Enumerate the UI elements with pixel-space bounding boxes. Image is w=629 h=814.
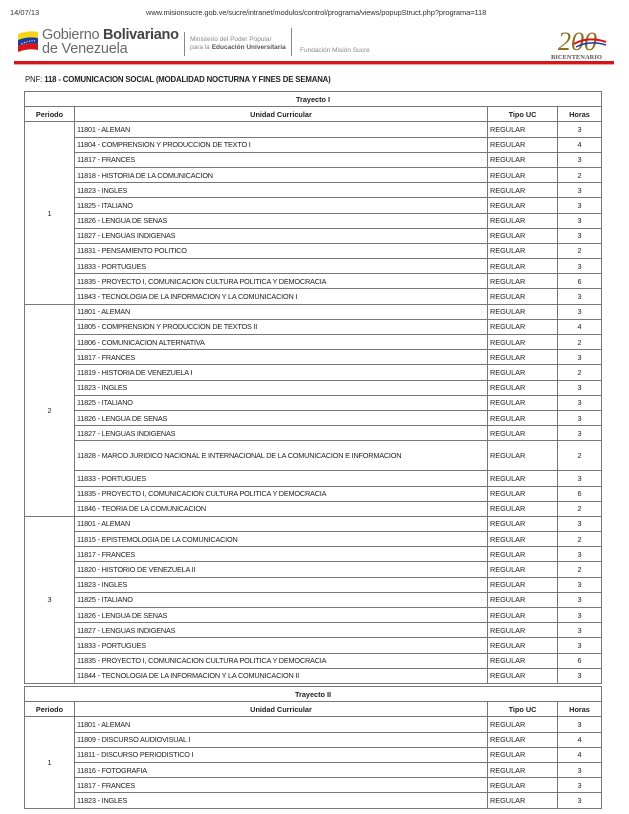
horas-cell: 4	[558, 137, 602, 152]
horas-cell: 3	[558, 638, 602, 653]
horas-cell: 3	[558, 304, 602, 319]
logo-divider	[184, 32, 185, 56]
tipo-uc-cell: REGULAR	[488, 335, 558, 350]
table-row	[25, 167, 602, 182]
unidad-curricular-cell: 11816 - FOTOGRAFIA	[75, 762, 488, 777]
unidad-curricular-cell: 11846 - TEORIA DE LA COMUNICACION	[75, 501, 488, 516]
unidad-curricular-cell: 11825 - ITALIANO	[75, 395, 488, 410]
tipo-uc-cell: REGULAR	[488, 122, 558, 137]
unidad-curricular-cell: 11823 - INGLES	[75, 380, 488, 395]
tipo-uc-cell: REGULAR	[488, 410, 558, 425]
column-header-horas: Horas	[558, 107, 602, 122]
table-row	[25, 380, 602, 395]
print-date: 14/07/13	[10, 8, 40, 17]
horas-cell: 4	[558, 732, 602, 747]
table-row	[25, 793, 602, 808]
ministerio-line1: Ministerio del Poder Popular	[190, 36, 272, 43]
horas-cell: 3	[558, 152, 602, 167]
table-row	[25, 335, 602, 350]
table-row	[25, 395, 602, 410]
tipo-uc-cell: REGULAR	[488, 653, 558, 668]
venezuela-flag-icon	[16, 28, 40, 52]
column-header-unidad: Unidad Curricular	[75, 702, 488, 717]
horas-cell: 2	[558, 335, 602, 350]
unidad-curricular-cell: 11826 - LENGUA DE SENAS	[75, 410, 488, 425]
unidad-curricular-cell: 11823 - INGLES	[75, 793, 488, 808]
table-row	[25, 183, 602, 198]
horas-cell: 3	[558, 122, 602, 137]
horas-cell: 3	[558, 762, 602, 777]
tipo-uc-cell: REGULAR	[488, 304, 558, 319]
bolivariano-text: Bolivariano	[102, 27, 179, 43]
trayecto-title: Trayecto I	[25, 92, 602, 107]
table-row	[25, 653, 602, 668]
gobierno-text: Gobierno	[42, 27, 103, 43]
horas-cell: 3	[558, 395, 602, 410]
horas-cell: 3	[558, 577, 602, 592]
unidad-curricular-cell: 11828 - MARCO JURIDICO NACIONAL E INTERNACIONAL DE LA COMUNICACION E INFORMACION	[75, 441, 488, 471]
table-row	[25, 562, 602, 577]
unidad-curricular-cell: 11833 - PORTUGUES	[75, 638, 488, 653]
tipo-uc-cell: REGULAR	[488, 365, 558, 380]
header-red-bar	[14, 61, 614, 65]
horas-cell: 3	[558, 410, 602, 425]
table-row	[25, 638, 602, 653]
table-row	[25, 319, 602, 334]
tipo-uc-cell: REGULAR	[488, 395, 558, 410]
table-row	[25, 471, 602, 486]
column-header-row	[25, 107, 602, 122]
tipo-uc-cell: REGULAR	[488, 668, 558, 683]
horas-cell: 6	[558, 486, 602, 501]
table-row	[25, 410, 602, 425]
unidad-curricular-cell: 11820 - HISTORIO DE VENEZUELA II	[75, 562, 488, 577]
tipo-uc-cell: REGULAR	[488, 152, 558, 167]
horas-cell: 6	[558, 653, 602, 668]
unidad-curricular-cell: 11827 - LENGUAS INDIGENAS	[75, 623, 488, 638]
unidad-curricular-cell: 11817 - FRANCES	[75, 547, 488, 562]
periodo-cell: 1	[25, 717, 75, 808]
tipo-uc-cell: REGULAR	[488, 778, 558, 793]
page-url: www.misionsucre.gob.ve/sucre/intranet/modulos/control/programa/views/popupStruct.php?programa=118	[146, 8, 487, 17]
tipo-uc-cell: REGULAR	[488, 259, 558, 274]
tipo-uc-cell: REGULAR	[488, 516, 558, 531]
gobierno-logo-line2: de Venezuela	[42, 41, 128, 57]
unidad-curricular-cell: 11827 - LENGUAS INDIGENAS	[75, 228, 488, 243]
horas-cell: 3	[558, 213, 602, 228]
table-row	[25, 274, 602, 289]
tipo-uc-cell: REGULAR	[488, 274, 558, 289]
horas-cell: 2	[558, 243, 602, 258]
horas-cell: 3	[558, 592, 602, 607]
table-row	[25, 501, 602, 516]
unidad-curricular-cell: 11817 - FRANCES	[75, 350, 488, 365]
periodo-cell: 1	[25, 122, 75, 304]
horas-cell: 3	[558, 426, 602, 441]
trayecto-title-row	[25, 687, 602, 702]
unidad-curricular-cell: 11806 - COMUNICACION ALTERNATIVA	[75, 335, 488, 350]
tipo-uc-cell: REGULAR	[488, 577, 558, 592]
horas-cell: 3	[558, 350, 602, 365]
periodo-cell: 2	[25, 304, 75, 516]
table-row	[25, 778, 602, 793]
unidad-curricular-cell: 11825 - ITALIANO	[75, 592, 488, 607]
ministerio-bold-text: Educación Universitaria	[211, 44, 286, 51]
horas-cell: 3	[558, 793, 602, 808]
table-row	[25, 577, 602, 592]
tipo-uc-cell: REGULAR	[488, 732, 558, 747]
column-header-periodo: Periodo	[25, 107, 75, 122]
horas-cell: 3	[558, 717, 602, 732]
tipo-uc-cell: REGULAR	[488, 501, 558, 516]
horas-cell: 2	[558, 562, 602, 577]
tipo-uc-cell: REGULAR	[488, 547, 558, 562]
horas-cell: 3	[558, 778, 602, 793]
tipo-uc-cell: REGULAR	[488, 289, 558, 304]
table-row	[25, 213, 602, 228]
unidad-curricular-cell: 11831 - PENSAMIENTO POLITICO	[75, 243, 488, 258]
horas-cell: 3	[558, 228, 602, 243]
tipo-uc-cell: REGULAR	[488, 532, 558, 547]
unidad-curricular-cell: 11815 - EPISTEMOLOGIA DE LA COMUNICACION	[75, 532, 488, 547]
unidad-curricular-cell: 11835 - PROYECTO I, COMUNICACION CULTURA POLITICA Y DEMOCRACIA	[75, 653, 488, 668]
horas-cell: 2	[558, 441, 602, 471]
tipo-uc-cell: REGULAR	[488, 592, 558, 607]
bicentenario-logo-icon	[548, 24, 612, 62]
horas-cell: 4	[558, 747, 602, 762]
column-header-row	[25, 702, 602, 717]
unidad-curricular-cell: 11835 - PROYECTO I, COMUNICACION CULTURA POLITICA Y DEMOCRACIA	[75, 486, 488, 501]
tipo-uc-cell: REGULAR	[488, 198, 558, 213]
tipo-uc-cell: REGULAR	[488, 717, 558, 732]
column-header-unidad: Unidad Curricular	[75, 107, 488, 122]
tipo-uc-cell: REGULAR	[488, 243, 558, 258]
tipo-uc-cell: REGULAR	[488, 350, 558, 365]
table-row	[25, 732, 602, 747]
table-row	[25, 228, 602, 243]
table-row	[25, 547, 602, 562]
table-row	[25, 198, 602, 213]
tipo-uc-cell: REGULAR	[488, 441, 558, 471]
tipo-uc-cell: REGULAR	[488, 380, 558, 395]
unidad-curricular-cell: 11811 - DISCURSO PERIODISTICO I	[75, 747, 488, 762]
table-row	[25, 532, 602, 547]
unidad-curricular-cell: 11804 - COMPRENSION Y PRODUCCION DE TEXTO I	[75, 137, 488, 152]
table-row	[25, 350, 602, 365]
bicentenario-label: BICENTENARIO	[551, 54, 602, 61]
horas-cell: 3	[558, 516, 602, 531]
table-row	[25, 365, 602, 380]
unidad-curricular-cell: 11825 - ITALIANO	[75, 198, 488, 213]
tipo-uc-cell: REGULAR	[488, 426, 558, 441]
tipo-uc-cell: REGULAR	[488, 562, 558, 577]
unidad-curricular-cell: 11809 - DISCURSO AUDIOVISUAL I	[75, 732, 488, 747]
trayecto-table	[24, 91, 602, 684]
column-header-horas: Horas	[558, 702, 602, 717]
pnf-label: PNF:	[25, 75, 45, 84]
tipo-uc-cell: REGULAR	[488, 167, 558, 182]
unidad-curricular-cell: 11826 - LENGUA DE SENAS	[75, 213, 488, 228]
horas-cell: 3	[558, 608, 602, 623]
tipo-uc-cell: REGULAR	[488, 319, 558, 334]
table-row	[25, 259, 602, 274]
tipo-uc-cell: REGULAR	[488, 793, 558, 808]
column-header-tipo: Tipo UC	[488, 107, 558, 122]
tipo-uc-cell: REGULAR	[488, 486, 558, 501]
periodo-cell: 3	[25, 516, 75, 683]
tipo-uc-cell: REGULAR	[488, 638, 558, 653]
table-row	[25, 137, 602, 152]
table-row	[25, 122, 602, 137]
table-row	[25, 608, 602, 623]
trayecto-title-row	[25, 92, 602, 107]
table-row	[25, 592, 602, 607]
tipo-uc-cell: REGULAR	[488, 471, 558, 486]
horas-cell: 6	[558, 274, 602, 289]
unidad-curricular-cell: 11801 - ALEMAN	[75, 122, 488, 137]
horas-cell: 3	[558, 183, 602, 198]
unidad-curricular-cell: 11833 - PORTUGUES	[75, 471, 488, 486]
table-row	[25, 441, 602, 471]
horas-cell: 3	[558, 259, 602, 274]
column-header-tipo: Tipo UC	[488, 702, 558, 717]
table-row	[25, 426, 602, 441]
unidad-curricular-cell: 11817 - FRANCES	[75, 778, 488, 793]
table-row	[25, 289, 602, 304]
logo-divider-2	[291, 28, 292, 56]
unidad-curricular-cell: 11833 - PORTUGUES	[75, 259, 488, 274]
tipo-uc-cell: REGULAR	[488, 747, 558, 762]
tipo-uc-cell: REGULAR	[488, 213, 558, 228]
tipo-uc-cell: REGULAR	[488, 228, 558, 243]
bicentenario-number: 200	[558, 27, 597, 56]
table-row	[25, 152, 602, 167]
unidad-curricular-cell: 11827 - LENGUAS INDIGENAS	[75, 426, 488, 441]
tipo-uc-cell: REGULAR	[488, 183, 558, 198]
table-row	[25, 717, 602, 732]
fundacion-text: Fundación Misión Sucre	[300, 47, 370, 54]
unidad-curricular-cell: 11844 - TECNOLOGIA DE LA INFORMACION Y LA COMUNICACION II	[75, 668, 488, 683]
table-row	[25, 762, 602, 777]
horas-cell: 4	[558, 319, 602, 334]
horas-cell: 2	[558, 501, 602, 516]
unidad-curricular-cell: 11826 - LENGUA DE SENAS	[75, 608, 488, 623]
tipo-uc-cell: REGULAR	[488, 762, 558, 777]
unidad-curricular-cell: 11818 - HISTORIA DE LA COMUNICACION	[75, 167, 488, 182]
column-header-periodo: Periodo	[25, 702, 75, 717]
unidad-curricular-cell: 11843 - TECNOLOGIA DE LA INFORMACION Y LA COMUNICACION I	[75, 289, 488, 304]
print-header	[0, 8, 629, 20]
unidad-curricular-cell: 11801 - ALEMAN	[75, 304, 488, 319]
table-row	[25, 623, 602, 638]
horas-cell: 3	[558, 198, 602, 213]
table-row	[25, 486, 602, 501]
horas-cell: 2	[558, 365, 602, 380]
ministerio-light-text: para la	[190, 44, 212, 51]
pnf-value: 118 - COMUNICACION SOCIAL (MODALIDAD NOCTURNA Y FINES DE SEMANA)	[44, 75, 331, 84]
tipo-uc-cell: REGULAR	[488, 623, 558, 638]
unidad-curricular-cell: 11819 - HISTORIA DE VENEZUELA I	[75, 365, 488, 380]
institutional-header	[0, 22, 629, 66]
horas-cell: 3	[558, 668, 602, 683]
pnf-title	[25, 75, 331, 84]
trayecto-table	[24, 686, 602, 809]
table-row	[25, 747, 602, 762]
unidad-curricular-cell: 11835 - PROYECTO I, COMUNICACION CULTURA POLITICA Y DEMOCRACIA	[75, 274, 488, 289]
table-row	[25, 516, 602, 531]
horas-cell: 3	[558, 289, 602, 304]
unidad-curricular-cell: 11823 - INGLES	[75, 577, 488, 592]
table-row	[25, 668, 602, 683]
trayecto-title: Trayecto II	[25, 687, 602, 702]
unidad-curricular-cell: 11805 - COMPRENSION Y PRODUCCION DE TEXTOS II	[75, 319, 488, 334]
table-row	[25, 243, 602, 258]
horas-cell: 3	[558, 471, 602, 486]
horas-cell: 3	[558, 380, 602, 395]
unidad-curricular-cell: 11801 - ALEMAN	[75, 516, 488, 531]
unidad-curricular-cell: 11823 - INGLES	[75, 183, 488, 198]
horas-cell: 2	[558, 532, 602, 547]
ministerio-line2	[190, 44, 286, 51]
horas-cell: 3	[558, 623, 602, 638]
table-row	[25, 304, 602, 319]
unidad-curricular-cell: 11801 - ALEMAN	[75, 717, 488, 732]
unidad-curricular-cell: 11817 - FRANCES	[75, 152, 488, 167]
tipo-uc-cell: REGULAR	[488, 608, 558, 623]
tipo-uc-cell: REGULAR	[488, 137, 558, 152]
horas-cell: 3	[558, 547, 602, 562]
horas-cell: 2	[558, 167, 602, 182]
